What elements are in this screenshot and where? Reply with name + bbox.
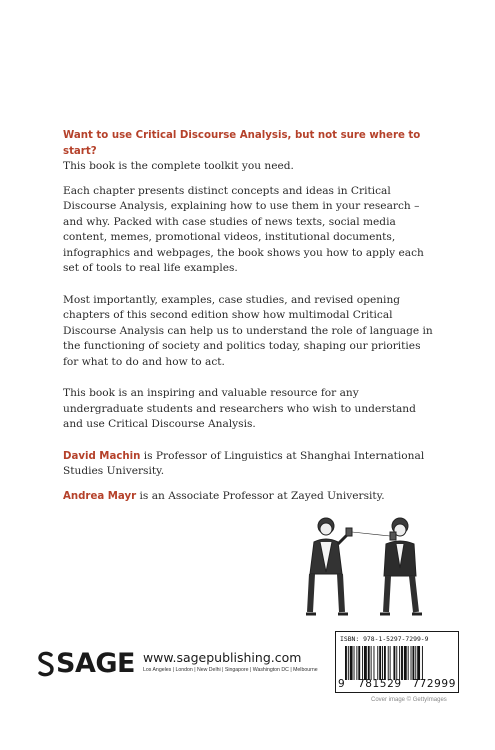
barcode-bar <box>390 646 391 680</box>
sage-logo <box>37 650 135 677</box>
publisher-cities: Los Angeles | London | New Delhi | Singapore | Washington DC | Melbourne <box>142 667 318 673</box>
barcode-bar <box>417 646 420 680</box>
sage-logo-text: SAGE <box>56 648 135 679</box>
barcode-bar <box>399 646 400 680</box>
barcode-bar <box>412 646 414 680</box>
paragraph-3: This book is an inspiring and valuable resource for any undergraduate students and researchers who wish to understand and use Critical Discourse Analysis. <box>63 387 416 430</box>
barcode-first-digit: 9 <box>338 678 346 690</box>
author-name-1: David Machin <box>63 450 141 462</box>
barcode-bars <box>345 646 451 680</box>
barcode-bar <box>358 646 360 680</box>
barcode-bar <box>422 646 423 680</box>
barcode-bar <box>408 646 409 680</box>
barcode-group-2: 772999 <box>412 678 456 690</box>
intro <box>63 128 435 175</box>
barcode-bar <box>393 646 395 680</box>
publisher-info <box>143 650 318 673</box>
barcode-bar <box>362 646 363 680</box>
isbn-label: ISBN: 978-1-5297-7299-9 <box>340 635 429 643</box>
author-bio-text-2: is an Associate Professor at Zayed University. <box>136 489 385 502</box>
barcode-bar <box>415 646 416 680</box>
back-cover-text <box>63 128 435 504</box>
barcode-bar <box>377 646 378 680</box>
barcode-bar <box>396 646 397 680</box>
barcode-digits <box>338 678 456 690</box>
author-bio-2 <box>63 489 435 505</box>
barcode-bar <box>374 646 375 680</box>
intro-question: Want to use Critical Discourse Analysis, but not sure where to start? <box>63 130 421 157</box>
author-bio-1 <box>63 449 435 480</box>
barcode-bar <box>401 646 403 680</box>
cover-image-credit: Cover image © GettyImages <box>371 697 447 703</box>
paragraph-2: Most importantly, examples, case studies, and revised opening chapters of this second edition show how multimodal Critical Discourse Analysis can help us to understand the role of language in the functioning of society and politics today, shaping our priorities for what to do and how to act. <box>63 293 433 368</box>
author-name-2: Andrea Mayr <box>63 490 137 502</box>
barcode-bar <box>388 646 389 680</box>
barcode-bar <box>350 646 353 680</box>
author-bio-text-1: is Professor of Linguistics at Shanghai International Studies University. <box>63 449 425 477</box>
barcode-bar <box>364 646 367 680</box>
barcode-bar <box>382 646 383 680</box>
sage-logo-icon <box>37 651 55 677</box>
intro-answer: This book is the complete toolkit you need. <box>63 160 294 172</box>
barcode-bar <box>354 646 355 680</box>
publisher-block <box>37 650 318 677</box>
barcode-bar <box>356 646 357 680</box>
barcode-bar <box>371 646 372 680</box>
barcode-group-1: 781529 <box>357 678 402 690</box>
paragraph-1: Each chapter presents distinct concepts and ideas in Critical Discourse Analysis, explaining how to use them in your research – and why. Packed with case studies of news texts, social media content, memes, promotional videos, institutional documents, infographics and webpages, the book shows you how to apply each set of tools to real life examples. <box>63 184 424 274</box>
barcode-bar <box>368 646 370 680</box>
tin-can-telephone-illustration <box>292 512 432 622</box>
isbn-barcode <box>335 631 459 693</box>
barcode-bar <box>384 646 386 680</box>
publisher-url[interactable]: www.sagepublishing.com <box>142 650 302 665</box>
barcode-bar <box>345 646 347 680</box>
barcode-bar <box>379 646 381 680</box>
barcode-bar <box>411 646 412 680</box>
barcode-bar <box>348 646 349 680</box>
barcode-bar <box>404 646 407 680</box>
